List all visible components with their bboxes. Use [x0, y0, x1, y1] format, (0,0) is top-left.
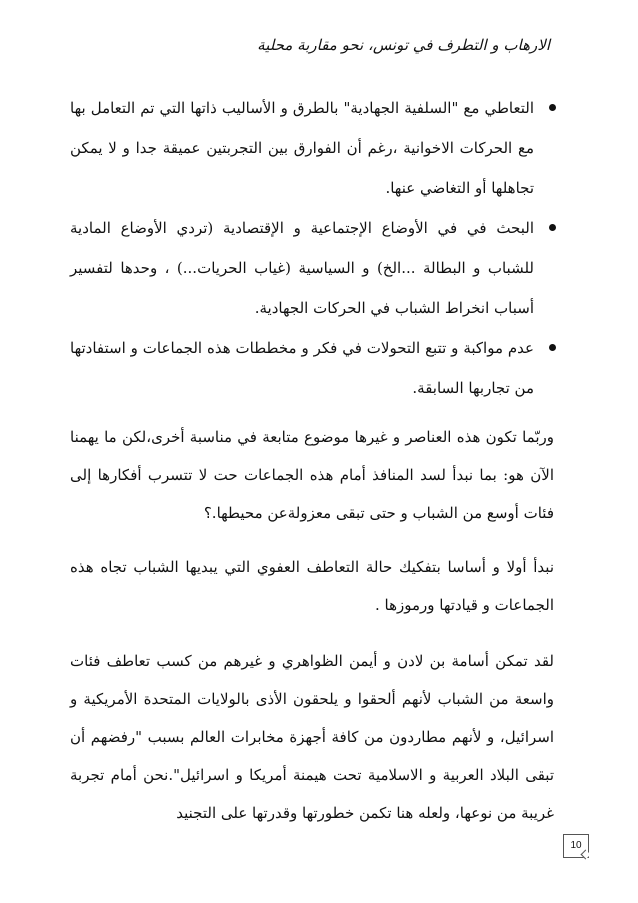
bullet-item	[70, 328, 554, 408]
bullet-item	[70, 208, 554, 328]
bullet-text: البحث في في الأوضاع الإجتماعية و الإقتصادية (تردي الأوضاع المادية للشباب و البطالة ...الخ) و السياسية (غياب الحريات...) ، وحدها لتفسير أسباب انخراط الشباب في الحركات الجهادية.	[70, 219, 534, 317]
bullet-icon	[549, 224, 556, 231]
paragraph: نبدأ أولا و أساسا بتفكيك حالة التعاطف العفوي التي يبديها الشباب تجاه هذه الجماعات و قيادتها ورموزها .	[70, 558, 554, 614]
bullet-text: عدم مواكبة و تتبع التحولات في فكر و مخططات هذه الجماعات و استفادتها من تجاربها السابقة.	[70, 339, 534, 397]
page-number: 10	[563, 834, 589, 858]
bullet-icon	[549, 344, 556, 351]
running-header: الارهاب و التطرف في تونس، نحو مقاربة محلية	[257, 36, 550, 54]
paragraph: لقد تمكن أسامة بن لادن و أيمن الظواهري و غيرهم من كسب تعاطف فئات واسعة من الشباب لأنهم ألحقوا و يلحقون الأذى بالولايات المتحدة الأمريكية و اسرائيل، و لأنهم مطاردون من كافة أجهزة مخابرات العالم بسبب "رفضهم أن تبقى البلاد العربية و الاسلامية تحت هيمنة أمريكا و اسرائيل".نحن أمام تجربة غريبة من نوعها، ولعله هنا تكمن خطورتها وقدرتها على التجنيد	[70, 652, 554, 822]
bullet-item	[70, 88, 554, 208]
paragraph: وربّما تكون هذه العناصر و غيرها موضوع متابعة في مناسبة أخرى،لكن ما يهمنا الآن هو: بما نبدأ لسد المنافذ أمام هذه الجماعات حت لا تتسرب أفكارها إلى فئات أوسع من الشباب و حتى تبقى معزولةعن محيطها.؟	[70, 428, 554, 522]
bullet-text: التعاطي مع "السلفية الجهادية" بالطرق و الأساليب ذاتها التي تم التعامل بها مع الحركات الاخوانية ،رغم أن الفوارق بين التجربتين عميقة جدا و لا يمكن تجاهلها أو التغاضي عنها.	[70, 99, 534, 197]
bullet-list	[70, 88, 554, 408]
bullet-icon	[549, 104, 556, 111]
document-body	[70, 88, 554, 832]
